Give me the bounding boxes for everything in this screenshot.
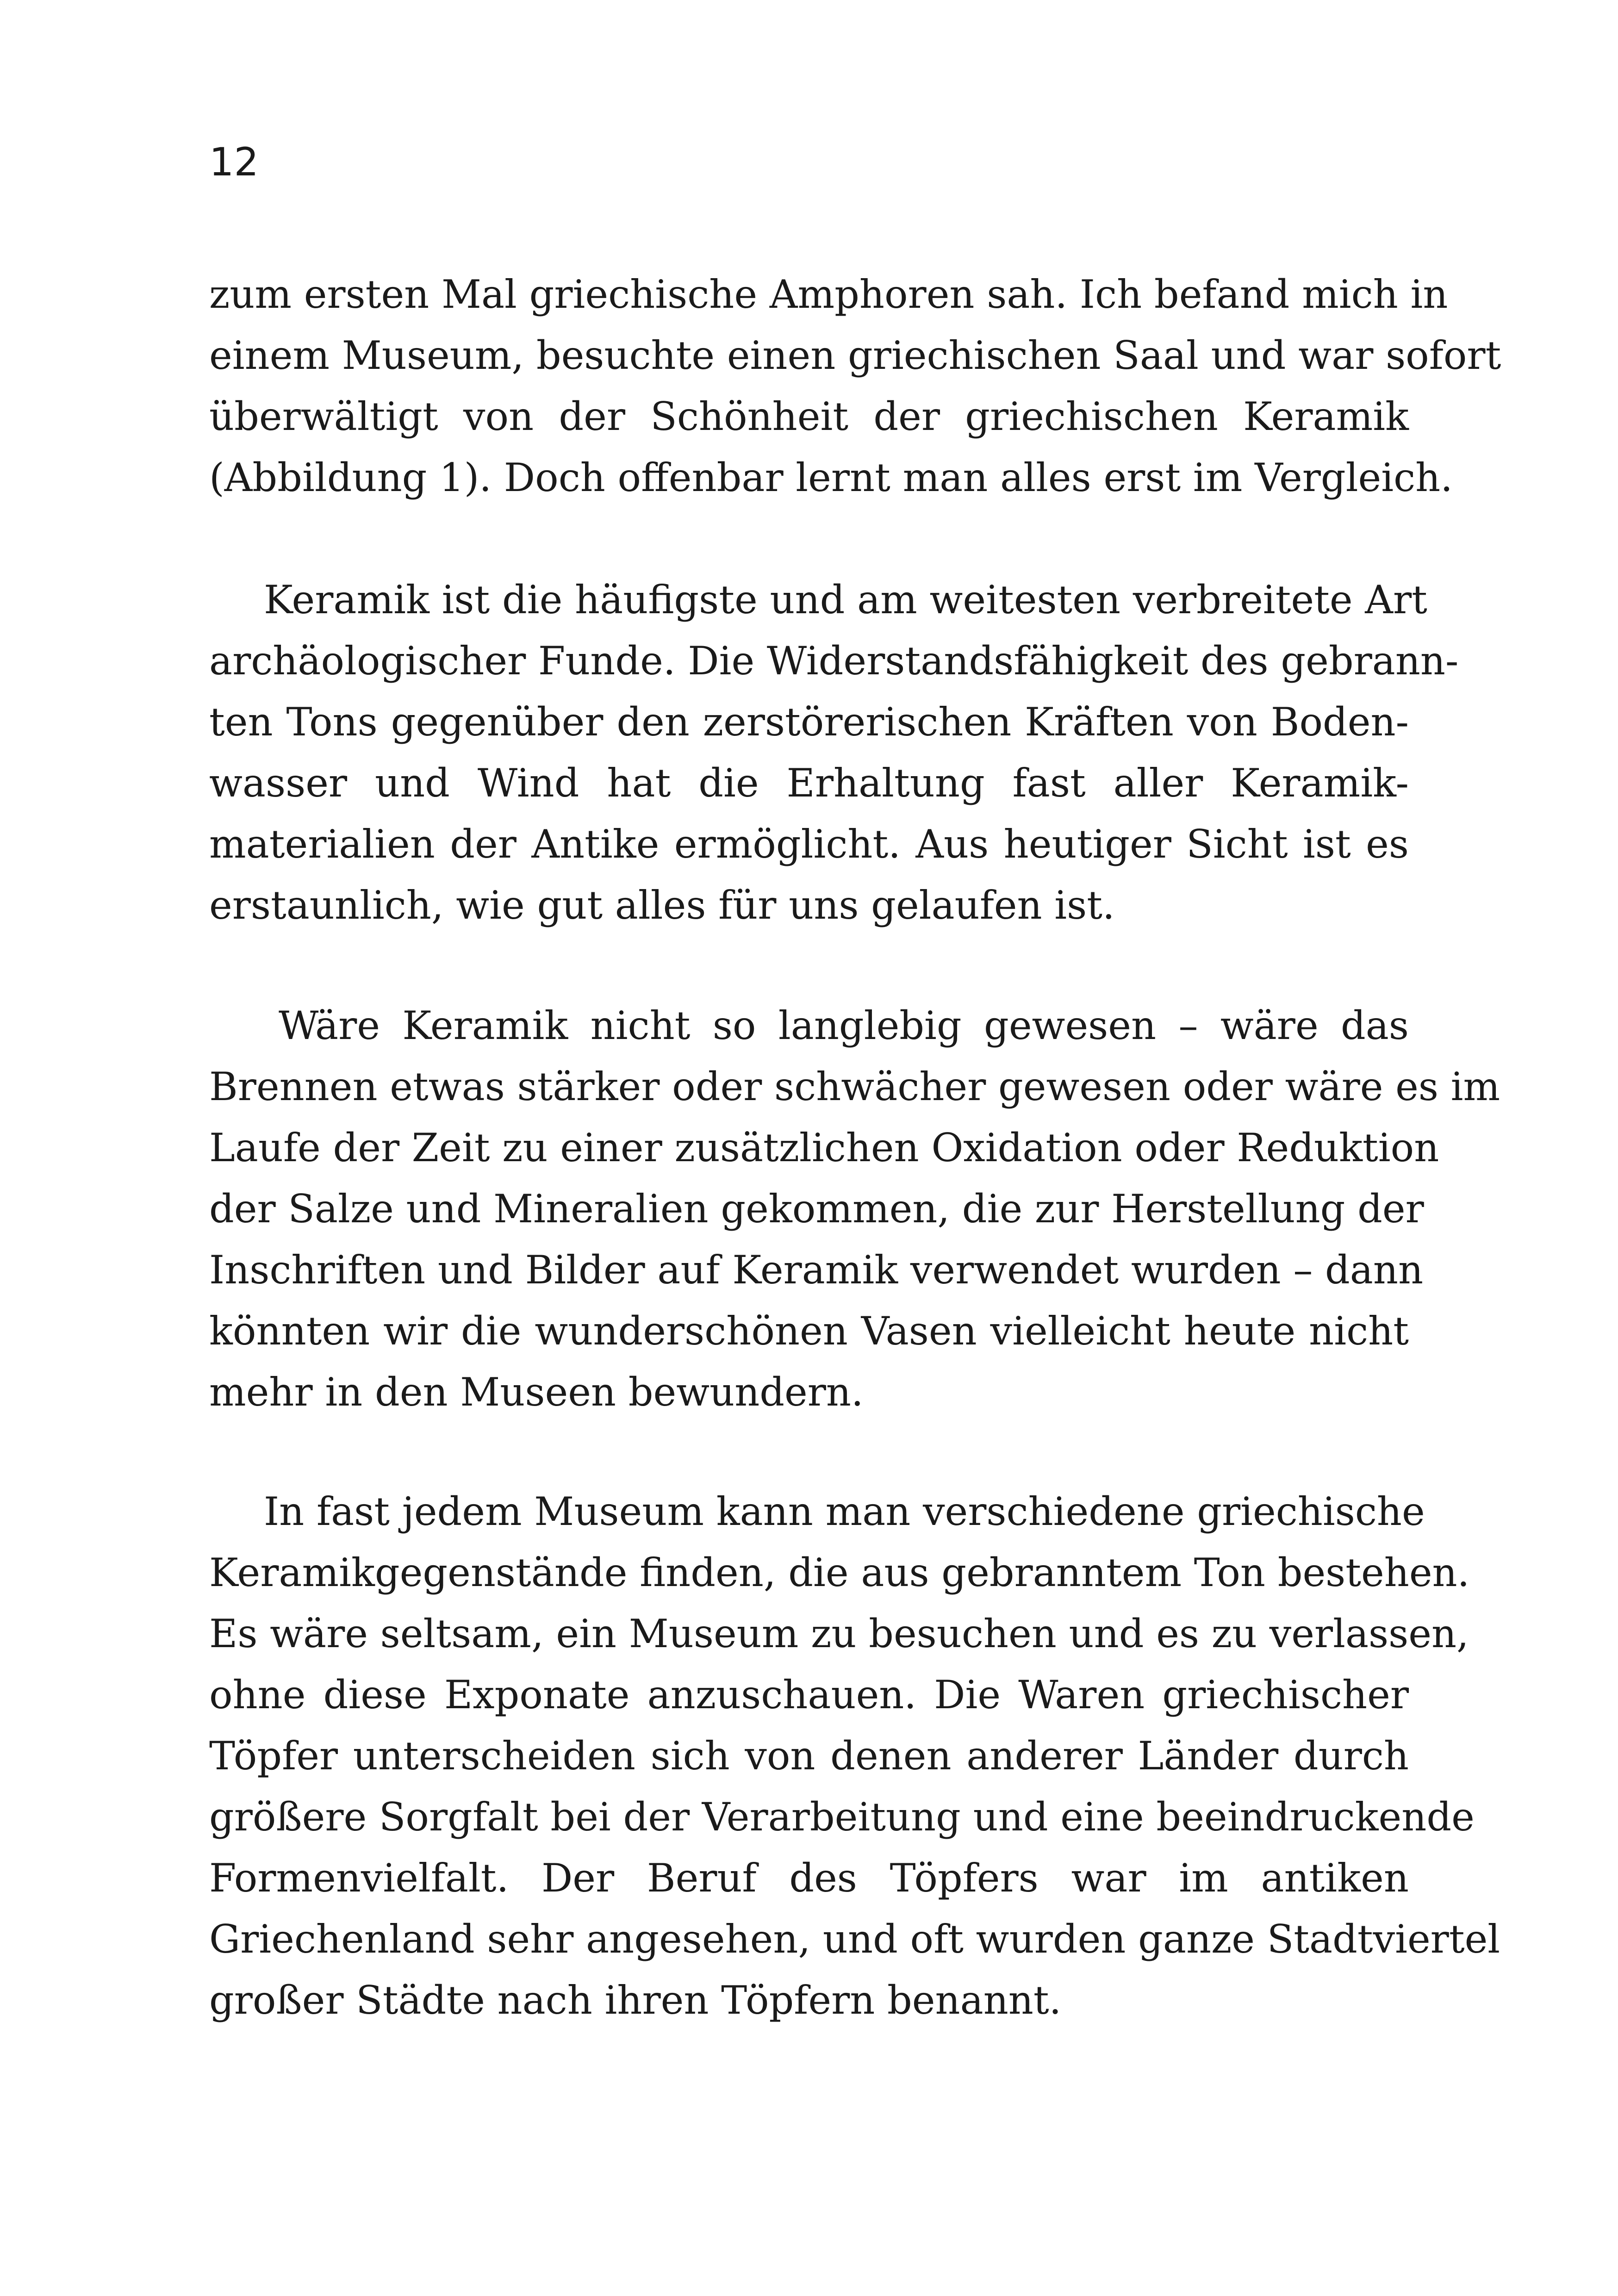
paragraph-line: materialien der Antike ermöglicht. Aus heutiger Sicht ist es bbox=[209, 821, 1409, 867]
paragraph-line: wasser und Wind hat die Erhaltung fast aller Keramik- bbox=[209, 760, 1409, 806]
paragraph-line: Inschriften und Bilder auf Keramik verwendet wurden – dann bbox=[209, 1247, 1424, 1293]
page-number: 12 bbox=[209, 139, 259, 185]
paragraph-line: Griechenland sehr angesehen, und oft wurden ganze Stadtviertel bbox=[209, 1916, 1500, 1962]
paragraph-line: überwältigt von der Schönheit der griechischen Keramik bbox=[209, 394, 1409, 439]
paragraph-line: Es wäre seltsam, ein Museum zu besuchen und es zu verlassen, bbox=[209, 1611, 1469, 1656]
paragraph-line: Keramik ist die häufigste und am weitesten verbreitete Art bbox=[264, 577, 1427, 622]
paragraph-line: (Abbildung 1). Doch offenbar lernt man alles erst im Vergleich. bbox=[209, 455, 1453, 500]
paragraph-2 bbox=[209, 569, 1459, 936]
paragraph-line: In fast jedem Museum kann man verschiedene griechische bbox=[264, 1489, 1425, 1534]
paragraph-line: einem Museum, besuchte einen griechischen Saal und war sofort bbox=[209, 333, 1501, 378]
paragraph-1 bbox=[209, 264, 1501, 508]
paragraph-line: Laufe der Zeit zu einer zusätzlichen Oxidation oder Reduktion bbox=[209, 1125, 1439, 1170]
paragraph-line: mehr in den Museen bewundern. bbox=[209, 1369, 864, 1415]
paragraph-line: größere Sorgfalt bei der Verarbeitung und eine beeindruckende bbox=[209, 1794, 1475, 1840]
paragraph-line: der Salze und Mineralien gekommen, die zur Herstellung der bbox=[209, 1186, 1424, 1232]
paragraph-4 bbox=[209, 1481, 1500, 2031]
paragraph-line: ohne diese Exponate anzuschauen. Die Waren griechischer bbox=[209, 1672, 1409, 1717]
paragraph-line: Töpfer unterscheiden sich von denen anderer Länder durch bbox=[209, 1733, 1409, 1779]
paragraph-line: Wäre Keramik nicht so langlebig gewesen – wäre das bbox=[279, 1003, 1409, 1048]
paragraph-line: Keramikgegenstände finden, die aus gebranntem Ton bestehen. bbox=[209, 1550, 1470, 1595]
paragraph-line: Formenvielfalt. Der Beruf des Töpfers war im antiken bbox=[209, 1855, 1409, 1901]
paragraph-line: könnten wir die wunderschönen Vasen vielleicht heute nicht bbox=[209, 1308, 1409, 1354]
paragraph-line: erstaunlich, wie gut alles für uns gelaufen ist. bbox=[209, 883, 1115, 928]
paragraph-line: Brennen etwas stärker oder schwächer gewesen oder wäre es im bbox=[209, 1064, 1500, 1109]
paragraph-line: archäologischer Funde. Die Widerstandsfähigkeit des gebrann- bbox=[209, 638, 1459, 684]
paragraph-line: ten Tons gegenüber den zerstörerischen Kräften von Boden- bbox=[209, 699, 1409, 745]
paragraph-line: großer Städte nach ihren Töpfern benannt. bbox=[209, 1978, 1062, 2023]
paragraph-line: zum ersten Mal griechische Amphoren sah. Ich befand mich in bbox=[209, 272, 1448, 317]
paragraph-3 bbox=[209, 995, 1500, 1423]
